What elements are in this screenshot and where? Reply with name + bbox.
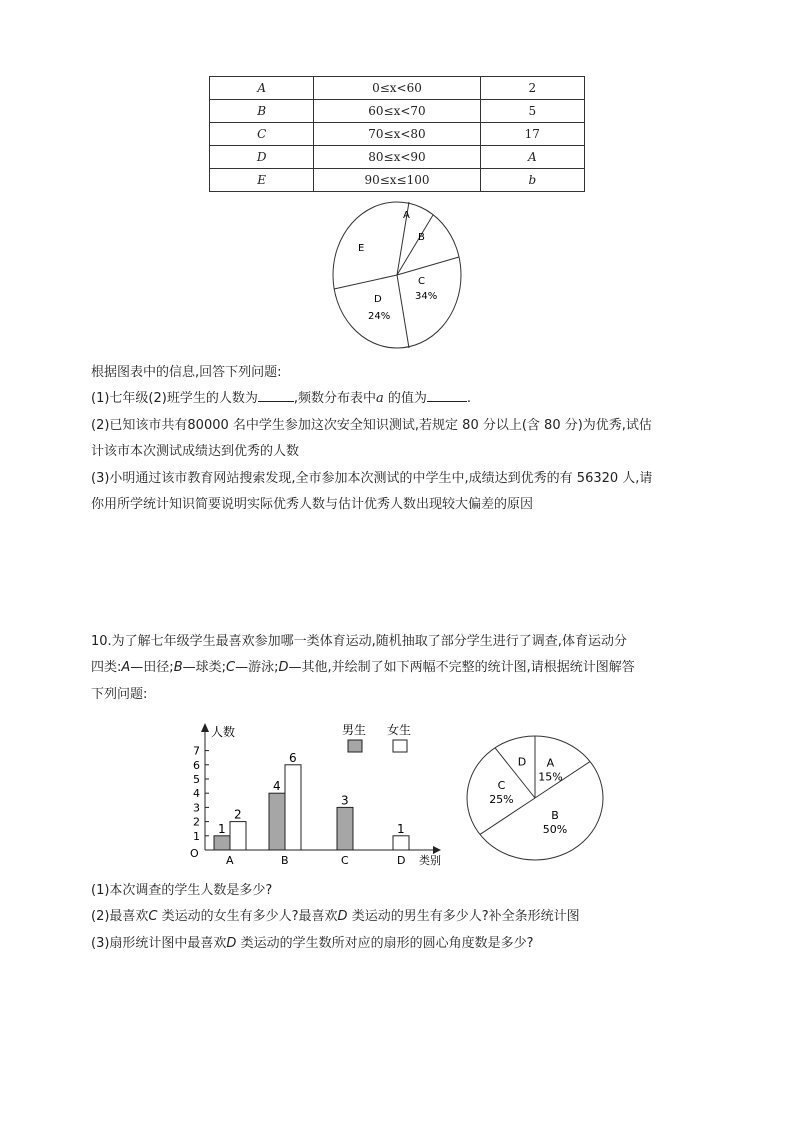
- q9-part3-line1: (3)小明通过该市教育网站搜索发现,全市参加本次测试的中学生中,成绩达到优秀的有 56320 人,请: [91, 471, 653, 486]
- bar: [393, 836, 409, 850]
- q10-sub2-text-b: 类运动的女生有多少人?最喜欢: [157, 909, 338, 924]
- bar-value-label: 4: [273, 779, 281, 794]
- q10-sub3-var-d: D: [226, 936, 237, 951]
- x-tick-label: C: [341, 854, 349, 867]
- q10-sub1: (1)本次调查的学生人数是多少?: [91, 883, 273, 898]
- range-cell: 70≤x<80: [314, 123, 480, 146]
- x-tick-label: D: [397, 854, 406, 867]
- q9-part1-text-c: 的值为: [383, 391, 427, 406]
- q10-sub3-text-b: 类运动的学生数所对应的扇形的圆心角度数是多少?: [236, 936, 534, 951]
- q10-text-c: —球类;: [182, 660, 226, 675]
- q10-text-a: 四类:: [91, 660, 122, 675]
- q10-sub2: [91, 907, 580, 927]
- group-cell: A: [210, 77, 314, 100]
- count-cell: 2: [480, 77, 584, 100]
- score-pie-chart: [330, 200, 466, 350]
- q10-sub2-text-c: 类运动的男生有多少人?补全条形统计图: [347, 909, 580, 924]
- pie-pct-d: 24%: [368, 311, 391, 322]
- q9-part2-line1: (2)已知该市共有80000 名中学生参加这次安全知识测试,若规定 80 分以上(含 80 分)为优秀,试估: [91, 418, 652, 433]
- q9-part1: [91, 389, 471, 409]
- q10-sub3: [91, 934, 533, 954]
- range-cell: 80≤x<90: [314, 146, 480, 169]
- bar-value-label: 3: [341, 793, 349, 808]
- table-row: [210, 77, 585, 100]
- y-tick-label: 2: [193, 815, 200, 829]
- x-axis-arrow: [433, 846, 441, 854]
- q9-part1-text-a: (1)七年级(2)班学生的人数为: [91, 391, 258, 406]
- q9-part3-line2: 你用所学统计知识简要说明实际优秀人数与估计优秀人数出现较大偏差的原因: [91, 497, 534, 512]
- bar: [285, 765, 301, 850]
- pie-label-a: A: [403, 210, 410, 221]
- group-cell: C: [210, 123, 314, 146]
- q9-intro: 根据图表中的信息,回答下列问题:: [91, 365, 282, 380]
- y-tick-label: 4: [193, 787, 200, 801]
- q10-var-a: A: [121, 660, 131, 675]
- pie-pct-c: 34%: [415, 291, 438, 302]
- q10-var-d: D: [278, 660, 289, 675]
- q9-part2-line2: 计该市本次测试成绩达到优秀的人数: [91, 444, 300, 459]
- bar: [230, 822, 246, 850]
- q10-line2: [91, 658, 635, 678]
- pie-slice-percent: 50%: [542, 823, 568, 837]
- pie-slice-label: A: [546, 756, 555, 770]
- answer-blank-1[interactable]: [258, 389, 294, 402]
- range-cell: 60≤x<70: [314, 100, 480, 123]
- table-row: [210, 100, 585, 123]
- group-cell: D: [210, 146, 314, 169]
- y-tick-label: 6: [193, 758, 200, 772]
- origin-label: O: [190, 847, 199, 860]
- sport-bar-chart: [185, 718, 455, 868]
- q10-text-e: —其他,并绘制了如下两幅不完整的统计图,请根据统计图解答: [288, 660, 635, 675]
- q10-sub2-var-c: C: [148, 909, 158, 924]
- pie-label-e: E: [358, 243, 365, 254]
- q10-sub3-text-a: (3)扇形统计图中最喜欢: [91, 936, 227, 951]
- range-cell: 0≤x<60: [314, 77, 480, 100]
- q10-var-c: C: [226, 660, 236, 675]
- sport-pie-chart: [463, 732, 607, 864]
- count-cell: 17: [480, 123, 584, 146]
- pie-slice-percent: 15%: [538, 770, 563, 784]
- legend-label: 男生: [342, 723, 367, 737]
- pie-label-b: B: [418, 232, 425, 243]
- y-tick-label: 5: [193, 773, 200, 786]
- x-axis-label: 类别: [419, 854, 441, 867]
- q10-sub2-text-a: (2)最喜欢: [91, 909, 149, 924]
- pie-slice-percent: 25%: [489, 793, 514, 807]
- y-tick-label: 7: [193, 744, 200, 758]
- count-cell: 5: [480, 100, 584, 123]
- bar: [214, 836, 230, 850]
- pie-label-d: D: [374, 294, 382, 305]
- count-cell: b: [480, 169, 584, 192]
- bar-value-label: 1: [218, 821, 226, 836]
- pie-slice-label: B: [551, 809, 559, 823]
- table-row: [210, 146, 585, 169]
- frequency-table: [209, 76, 585, 192]
- q9-part1-text-b: ,频数分布表中: [293, 391, 376, 406]
- y-axis-label: 人数: [211, 725, 236, 739]
- y-axis-arrow: [201, 723, 209, 732]
- range-cell: 90≤x≤100: [314, 169, 480, 192]
- bar-value-label: 1: [397, 821, 405, 836]
- q9-var-a: a: [375, 391, 384, 406]
- answer-blank-2[interactable]: [427, 389, 467, 402]
- bar-value-label: 6: [289, 750, 297, 765]
- q10-text-d: —游泳;: [235, 660, 279, 675]
- table-row: [210, 169, 585, 192]
- x-tick-label: B: [281, 854, 289, 867]
- legend-swatch: [393, 740, 407, 752]
- pie-slice-label: D: [517, 755, 527, 769]
- count-cell: A: [480, 146, 584, 169]
- group-cell: E: [210, 169, 314, 192]
- q10-sub2-var-d: D: [337, 909, 348, 924]
- pie-label-c: C: [418, 276, 425, 287]
- y-tick-label: 1: [193, 829, 200, 843]
- y-tick-label: 3: [193, 801, 200, 815]
- x-tick-label: A: [226, 854, 234, 867]
- bar-value-label: 2: [234, 807, 242, 822]
- legend-label: 女生: [387, 723, 412, 737]
- q9-part1-text-d: .: [466, 391, 472, 406]
- q10-line3: 下列问题:: [91, 687, 148, 702]
- table-row: [210, 123, 585, 146]
- bar: [269, 793, 285, 850]
- q10-line1: 10.为了解七年级学生最喜欢参加哪一类体育运动,随机抽取了部分学生进行了调查,体育运动分: [91, 634, 627, 649]
- q10-text-b: —田径;: [130, 660, 174, 675]
- q10-var-b: B: [173, 660, 183, 675]
- group-cell: B: [210, 100, 314, 123]
- pie-slice-label: C: [497, 779, 506, 793]
- legend-swatch: [348, 740, 362, 752]
- bar: [337, 807, 353, 850]
